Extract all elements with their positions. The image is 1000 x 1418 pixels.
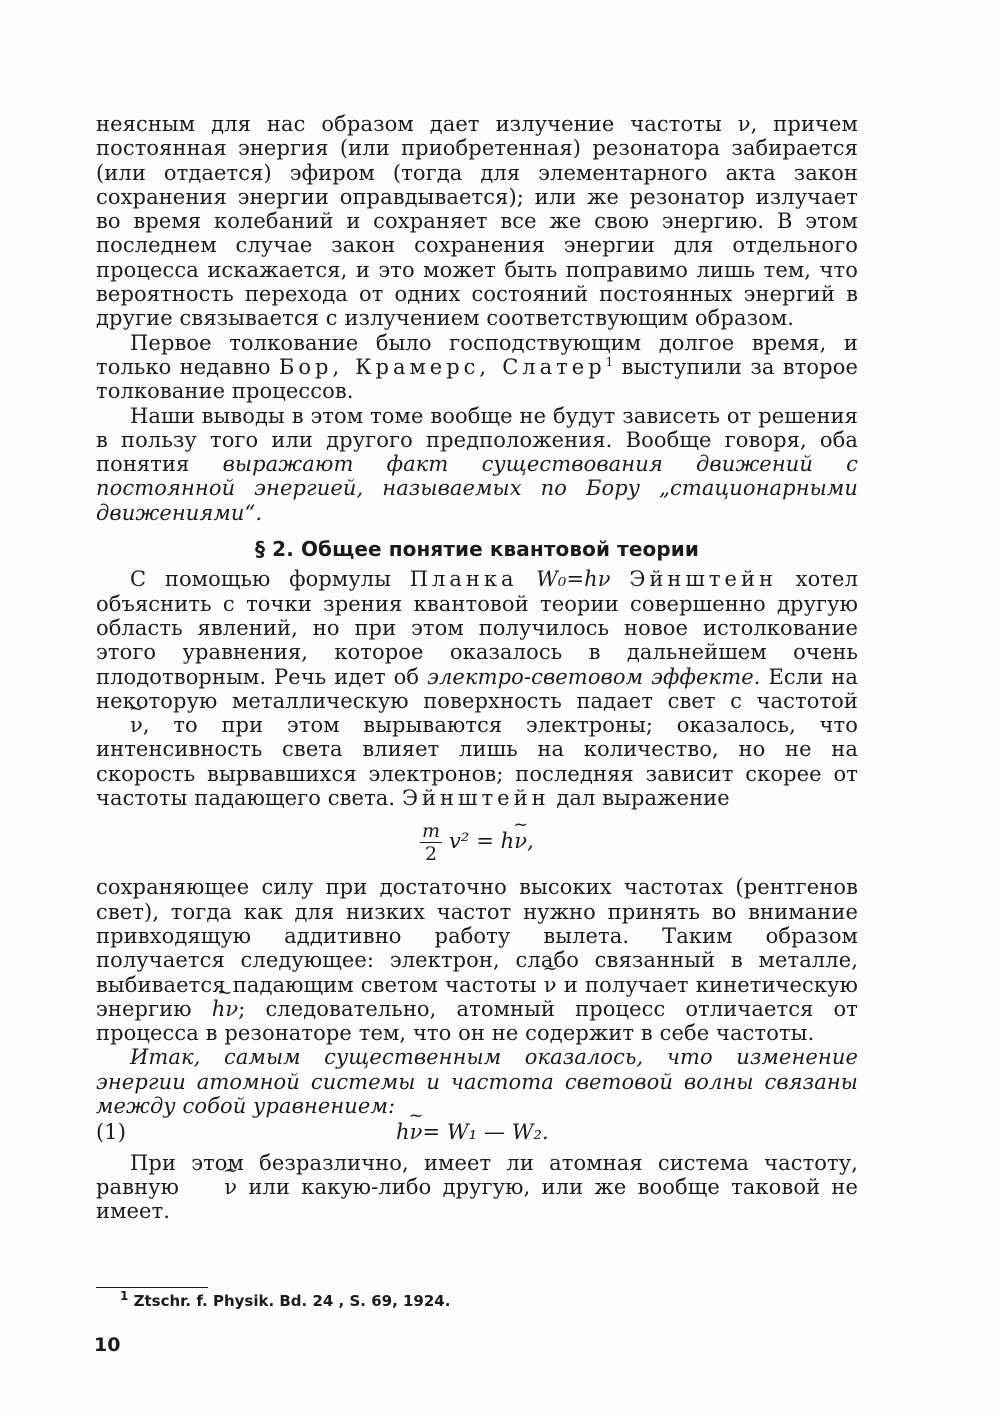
paragraph-5: сохраняющее силу при достаточно высоких частотах (рентгенов свет), тогда как для низких частот нужно принять во внимание привходящую аддитивно работу вылета. Таким образом получается следующее: электрон, слабо связанный в металле, выбивается падающим светом частоты ~ ν и получает кинетическую энергию ~ hν; следовательно, атомный процесс отличается от процесса в резонаторе тем, что он не содержит в себе частоты. xyxy=(96,875,858,1045)
paragraph-1: неясным для нас образом дает излучение частоты ν, причем постоянная энергия (или приобретенная) резонатора забирается (или отдается) эфиром (тогда для элементарного акта закон сохранения энергии оправдывается); или же резонатор излучает во время колебаний и сохраняет все же свою энергию. В этом последнем случае закон сохранения энергии для отдельного процесса искажается, и это может быть поправимо лишь тем, что вероятность перехода от одних состояний постоянных энергий в другие связывается с излучением соответствующим образом. xyxy=(96,112,858,331)
nu-tilde: ~ ν xyxy=(96,713,143,737)
section-heading: § 2. Общее понятие квантовой теории xyxy=(255,537,699,562)
einstein-equation: $\frac{m}{2}$ v² = h~ ν, xyxy=(96,820,858,865)
body-text xyxy=(96,112,858,1223)
paragraph-2: Первое толкование было господствующим долгое время, и только недавно Бор, Крамерс, Слатер$^1$ выступили за второе толкование процессов. xyxy=(96,330,858,404)
planck-formula: W₀=hν xyxy=(536,567,611,592)
equation-label: (1) xyxy=(96,1120,127,1145)
paragraph-7: При этом безразлично, имеет ли атомная система частоту, равную ~ ν или какую-либо другую, или же вообще таковой не имеет. xyxy=(96,1151,858,1224)
page-number: 10 xyxy=(94,1334,121,1356)
footnote: $^1$ Ztschr. f. Physik. Bd. 24 , S. 69, 1924. xyxy=(120,1289,451,1310)
footnote-divider xyxy=(96,1287,208,1288)
paragraph-6: Итак, самым существенным оказалось, что изменение энергии атомной системы и частота световой волны связаны между собой уравнением: xyxy=(96,1045,858,1118)
fraction: $\frac{m}{2}$ xyxy=(422,820,441,866)
author-names: Бор, Крамерс, Слатер xyxy=(278,354,606,379)
paragraph-3: Наши выводы в этом томе вообще не будут зависеть от решения в пользу того или другого предположения. Вообще говоря, оба понятия выражают факт существования движений с постоянной энергией, называемых по Бору „стационарными движениями“. xyxy=(96,403,858,525)
equation-1: (1) h~ ν= W₁ — W₂. xyxy=(96,1120,858,1144)
footnote-ref: 1 xyxy=(605,354,614,369)
paragraph-4: С помощью формулы Планка W₀=hν Эйнштейн хотел объяснить с точки зрения квантовой теории совершенно другую область явлений, но при этом получилось новое истолкование этого уравнения, которое оказалось в дальнейшем очень плодотворным. Речь идет об электро-световом эффекте. Если на некоторую металлическую поверхность падает свет с частотой ~ ν, то при этом вырываются электроны; оказалось, что интенсивность света влияет лишь на количество, но не на скорость вырвавшихся электронов; последняя зависит скорее от частоты падающего света. Эйнштейн дал выражение xyxy=(96,567,858,810)
